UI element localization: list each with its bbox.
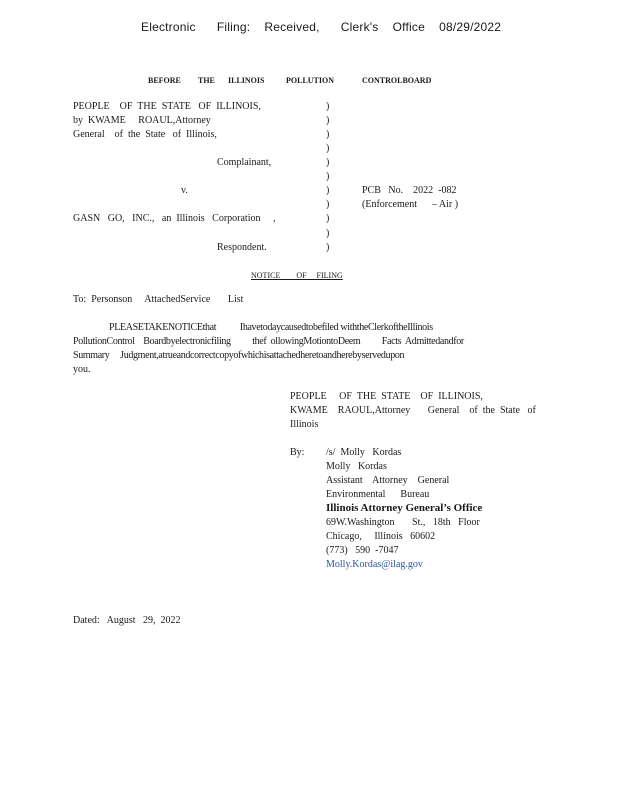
signature-party-line-3: Illinois xyxy=(290,419,319,430)
paren: ) xyxy=(326,157,330,168)
to-line: To: Personson AttachedService List xyxy=(73,294,244,305)
paren: ) xyxy=(326,199,330,210)
case-number: PCB No. 2022 -082 xyxy=(362,185,457,196)
email-link[interactable]: Molly.Kordas@ilag.gov xyxy=(326,559,423,570)
caption-board: CONTROLBOARD xyxy=(362,76,432,85)
body-line-2: PollutionControl Boardbyelectronicfiling thef ollowingMotiontoDeem Facts Admittedandfor xyxy=(73,336,464,347)
paren: ) xyxy=(326,185,330,196)
body-line-3: Summary Judgment,atrueandcorrectcopyofwhichisattachedheretoandherebyservedupon xyxy=(73,350,405,361)
by-label: By: xyxy=(290,447,305,458)
caption-pollution: POLLUTION xyxy=(286,76,335,85)
electronic-signature: /s/ Molly Kordas xyxy=(326,447,402,458)
office-phone: (773) 590 -7047 xyxy=(326,545,399,556)
complainant-label: Complainant, xyxy=(217,157,272,168)
signature-party-line-2: KWAME RAOUL,Attorney General of the State of xyxy=(290,405,536,416)
signature-party-line-1: PEOPLE OF THE STATE OF ILLINOIS, xyxy=(290,391,483,402)
paren: ) xyxy=(326,129,330,140)
caption-the: THE xyxy=(198,76,215,85)
paren: ) xyxy=(326,213,330,224)
body-line-1: PLEASETAKENOTICEthat Ihavetodaycausedtobefiled withtheClerkoftheIllinois xyxy=(109,322,433,333)
respondent-label: Respondent. xyxy=(217,242,267,253)
paren: ) xyxy=(326,115,330,126)
paren: ) xyxy=(326,228,330,239)
paren: ) xyxy=(326,101,330,112)
signer-bureau: Environmental Bureau xyxy=(326,489,430,500)
plaintiff-line-2: by KWAME ROAUL,Attorney xyxy=(73,115,211,126)
office-name: Illinois Attorney General’s Office xyxy=(326,502,483,514)
paren: ) xyxy=(326,242,330,253)
paren: ) xyxy=(326,171,330,182)
defendant-name: GASN GO, INC., an Illinois Corporation , xyxy=(73,213,276,224)
signer-title: Assistant Attorney General xyxy=(326,475,450,486)
caption-illinois: ILLINOIS xyxy=(228,76,265,85)
notice-title: NOTICE OF FILING xyxy=(251,271,343,280)
filing-stamp: Electronic Filing: Received, Clerk's Office 08/29/2022 xyxy=(141,20,502,34)
paren: ) xyxy=(326,143,330,154)
dated-line: Dated: August 29, 2022 xyxy=(73,615,181,626)
caption-before: BEFORE xyxy=(148,76,181,85)
versus: v. xyxy=(181,185,188,196)
signer-name: Molly Kordas xyxy=(326,461,387,472)
plaintiff-line-1: PEOPLE OF THE STATE OF ILLINOIS, xyxy=(73,101,261,112)
body-line-4: you. xyxy=(73,364,91,375)
office-city: Chicago, Illinois 60602 xyxy=(326,531,436,542)
plaintiff-line-3: General of the State of Illinois, xyxy=(73,129,217,140)
office-street: 69W.Washington St., 18th Floor xyxy=(326,517,480,528)
case-type: (Enforcement – Air ) xyxy=(362,199,459,210)
